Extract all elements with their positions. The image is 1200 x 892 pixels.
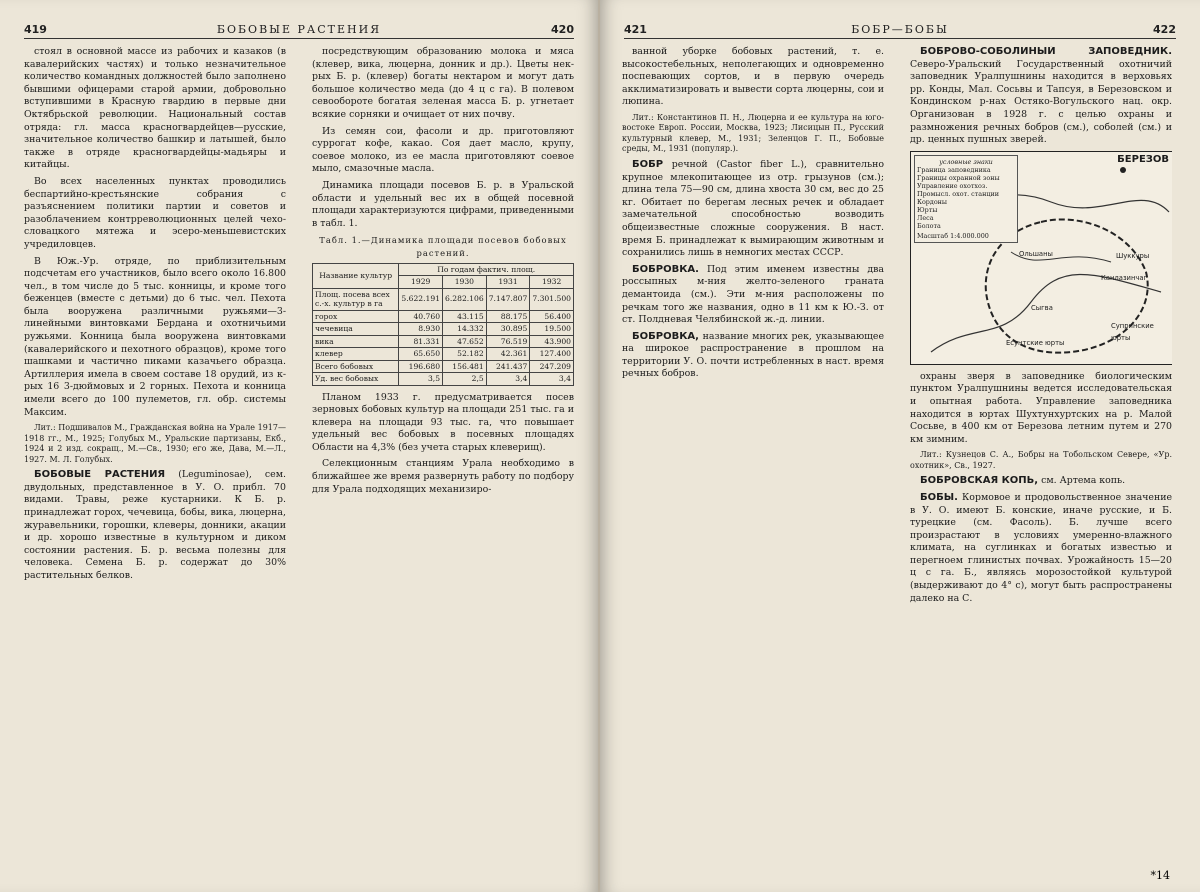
- entry: [622, 159, 884, 260]
- entry: [910, 475, 1172, 488]
- running-header-right: [624, 20, 1176, 38]
- table-row: [313, 288, 574, 310]
- table-cell: 7.147.807: [486, 288, 530, 310]
- table-cell: 19.500: [530, 323, 574, 336]
- table-cell: Площ. посева всех с.-х. культур в га: [313, 288, 399, 310]
- table-cell: горох: [313, 310, 399, 323]
- legend-item: Граница заповедника: [917, 165, 991, 174]
- table-cell: 40.760: [399, 310, 443, 323]
- table-cell: 56.400: [530, 310, 574, 323]
- table-row: [313, 360, 574, 373]
- table-cell: 47.652: [443, 335, 487, 348]
- table-cell: 14.332: [443, 323, 487, 336]
- table-cell: клевер: [313, 348, 399, 361]
- entry: [622, 264, 884, 327]
- reserve-map: [910, 151, 1172, 365]
- table-cell: вика: [313, 335, 399, 348]
- legend-item: Леса: [917, 213, 934, 222]
- entry-heading: БОБРОВО-СОБОЛИНЫЙ ЗАПОВЕДНИК.: [920, 46, 1172, 57]
- table-row: [313, 323, 574, 336]
- legend-item: Юрты: [917, 205, 938, 214]
- sowing-table: [312, 263, 574, 386]
- entry: [910, 492, 1172, 605]
- map-title: БЕРЕЗОВ: [1117, 153, 1169, 165]
- header-rule: [24, 38, 574, 39]
- entry-text: Под этим именем известны два россыпных м-ния желто-зеленого граната демантоида (см.). Эти м-ния расположены по речкам того же названия, одно в 11 км к Ю.-З. от ст. Полдневая Челябинской ж.-д. линии.: [622, 263, 884, 326]
- table-title: Табл. 1.—Динамика площади посевов бобовых растений.: [319, 235, 567, 258]
- table-cell: 3,5: [399, 373, 443, 386]
- references: Лит.: Кузнецов С. А., Бобры на Тобольском Севере, «Ур. охотник», Св., 1927.: [910, 450, 1172, 470]
- table-cell: 81.331: [399, 335, 443, 348]
- references: Лит.: Константинов П. Н., Люцерна и ее культура на юго-востоке Европ. России, Москва, 1923; Лисицын П., Русский культурный клевер, М., 1931; Зеленцов Г. П., Бобовые среды, М., 1931 (популяр.).: [622, 112, 884, 154]
- paragraph: Из семян сои, фасоли и др. приготовляют суррогат кофе, какао. Соя дает масло, крупу, соевое молоко, из ее масла приготовляют соевое мыло, смазочные масла.: [312, 125, 574, 175]
- table-header: 1929: [399, 276, 443, 289]
- table-cell: 43.115: [443, 310, 487, 323]
- entry-text: (Leguminosae), сем. двудольных, представленное в У. О. прибл. 70 видами. Травы, реже кустарники. К Б. р. принадлежат горох, чечевица, бобы, вика, люцерна, журавельники, горошки, клеверы, донники, акации и др. хорошо известные в культурном и диком состоянии растения. Б. р. весьма полезны для человека. Семена Б. р. содержат до 30% растительных белков.: [24, 469, 286, 581]
- town-marker: [1120, 167, 1126, 173]
- table-header: 1930: [443, 276, 487, 289]
- table-cell: 196.680: [399, 360, 443, 373]
- entry-heading: БОБЫ.: [920, 491, 958, 503]
- legend-item: Промысл. охот. станции: [917, 189, 999, 198]
- map-label: Шуккуры: [1116, 251, 1150, 260]
- map-label: Супринские юрты: [1111, 321, 1154, 343]
- table-cell: 42.361: [486, 348, 530, 361]
- paragraph: охраны зверя в заповеднике биологическим пунктом Уралпушнины ведется исследовательская и опытная работа. Управление заповедника находится в юртах Шухтунхуртских на р. Малой Сосьве, в 400 км от Березова летним путем и 270 км зимним.: [910, 370, 1172, 445]
- table-cell: чечевица: [313, 323, 399, 336]
- table-cell: 43.900: [530, 335, 574, 348]
- legend-item: Границы охранной зоны: [917, 173, 1000, 182]
- table-cell: 76.519: [486, 335, 530, 348]
- paragraph: стоял в основной массе из рабочих и казаков (в кавалерийских частях) и только незначительное количество командных должностей было заполнено бывшими офицерами старой армии, добровольно вступившими в Красную гвардию в первые дни Октябрьской революции. Национальный состав отряда: гл. масса красногвардейцев—русские, значительное количество башкир и латышей, было также в отряде красногвардейцы-мадьяры и китайцы.: [24, 46, 286, 171]
- entry: [910, 46, 1172, 147]
- legend-item: Болота: [917, 221, 941, 230]
- table-cell: 247.209: [530, 360, 574, 373]
- text-column-4: [910, 46, 1172, 872]
- table-cell: 30.895: [486, 323, 530, 336]
- table-cell: 6.282.106: [443, 288, 487, 310]
- page-number: 421: [624, 22, 647, 36]
- table-header: 1932: [530, 276, 574, 289]
- entry-heading: БОБРОВКА,: [632, 330, 699, 342]
- table-cell: 3,4: [486, 373, 530, 386]
- entry-heading: БОБРОВСКАЯ КОПЬ,: [920, 475, 1039, 487]
- header-rule: [624, 38, 1176, 39]
- entry: [622, 331, 884, 381]
- table-cell: 241.437: [486, 360, 530, 373]
- entry-text: название многих рек, указывающее на широкое распространение в прошлом на территории У. О. почти истребленных в наст. время речных бобров.: [622, 330, 884, 380]
- table-header: 1931: [486, 276, 530, 289]
- map-label: Есунтские юрты: [1006, 338, 1065, 347]
- entry-text: Северо-Уральский Государственный охотничий заповедник Уралпушнины находится в верховьях рр. Конды, Мал. Сосьвы и Тапсуя, в Березовском и Кондинском р-нах Остяко-Вогульского нац. окр. Организован в 1928 г. с целью охраны и размножения речных бобров (см.), соболей (см.) и др. ценных пушных зверей.: [910, 58, 1172, 146]
- text-column-3: [622, 46, 884, 886]
- paragraph: Селекционным станциям Урала необходимо в ближайшее же время развернуть работу по подбору для Урала подходящих механизиро-: [312, 458, 574, 495]
- legend-item: Управление охотхоз.: [917, 181, 988, 190]
- table-cell: 156.481: [443, 360, 487, 373]
- map-legend: [914, 155, 1018, 243]
- entry-heading: БОБРОВКА.: [632, 263, 699, 275]
- right-page: [600, 0, 1200, 892]
- table-cell: 2,5: [443, 373, 487, 386]
- table-cell: 52.182: [443, 348, 487, 361]
- text-column-1: [24, 46, 286, 886]
- entry-heading: БОБОВЫЕ РАСТЕНИЯ: [34, 469, 166, 481]
- entry: [24, 469, 286, 582]
- table-header: По годам фактич. площ.: [399, 263, 574, 276]
- table-cell: Всего бобовых: [313, 360, 399, 373]
- paragraph: В Юж.-Ур. отряде, по приблизительным подсчетам его участников, было всего около 16.800 чел., в том числе до 5 тыс. конницы, и кроме того беженцев (вместе с детьми) до 6 тыс. чел. Пехота была вооружена различными ружьями—3-линейными винтовками Бердана и охотничьими ружьями. Конница была вооружена винтовками (кавалерийского и пехотного образцов), кроме того шашками и частично пиками казачьего образца. Артиллерия имела в своем составе 18 орудий, из к-рых 16 3-дюймовых и 2 горных. Пехота и конница имели всего до 100 пулеметов, гл. обр. системы Максим.: [24, 255, 286, 418]
- table-header: Название культур: [313, 263, 399, 288]
- legend-item: Кордоны: [917, 197, 948, 206]
- entry-text: Кормовое и продовольственное значение в У. О. имеют Б. конские, иначе русские, и Б. турецкие (см. Фасоль). Б. лучше всего произрастают в условиях умеренно-влажного климата, на суглинках и богатых известью и перегноем глинистых почвах. Урожайность 15—20 ц с га. Б., являясь морозостойкой культурой (выдерживают до 4° с), могут быть распространены далеко на С.: [910, 491, 1172, 604]
- map-label: Ольшаны: [1019, 249, 1053, 258]
- table-cell: 8.930: [399, 323, 443, 336]
- map-label: Канлазинчаг: [1101, 273, 1148, 282]
- table-cell: 88.175: [486, 310, 530, 323]
- table-row: [313, 310, 574, 323]
- legend-title: условные знаки: [939, 157, 993, 166]
- paragraph: ванной уборке бобовых растений, т. е. высокостебельных, неполегающих и одновременно поспевающих сортов, и в первую очередь акклиматизировать и вывести сорта люцерны, сои и люпина.: [622, 46, 884, 108]
- paragraph: посредствующим образованию молока и мяса (клевер, вика, люцерна, донник и др.). Цветы нек-рых Б. р. (клевер) богаты нектаром и могут дать большое количество меда (до 4 ц с га). В полевом севообороте богатая зеленая масса Б. р. угнетает всякие сорняки и очищает от них почву.: [312, 46, 574, 120]
- text-column-2: [312, 46, 574, 886]
- table-cell: 65.650: [399, 348, 443, 361]
- map-label: Сыгва: [1031, 303, 1053, 312]
- paragraph: Планом 1933 г. предусматривается посев зерновых бобовых культур на площади 251 тыс. га и клевера на площади 93 тыс. га, что повышает удельный вес бобовых в посевных площадях Области на 4,3% (без учета старых клеверищ).: [312, 391, 574, 453]
- entry-heading: БОБР: [632, 158, 664, 170]
- entry-text: см. Артема копь.: [1041, 475, 1126, 487]
- running-title: БОБР—БОБЫ: [851, 22, 949, 36]
- table-row: [313, 348, 574, 361]
- paragraph: Динамика площади посевов Б. р. в Уральской области и удельный вес их в общей посевной площади характеризуются цифрами, приведенными в табл. 1.: [312, 179, 574, 229]
- table-cell: 127.400: [530, 348, 574, 361]
- references: Лит.: Подшивалов М., Гражданская война на Урале 1917—1918 гг., М., 1925; Голубых М., Уральские партизаны, Екб., 1924 и 2 изд. сокращ., М.—Св., 1930; его же, Дава, М.—Л., 1927. М. Л. Голубых.: [24, 423, 286, 464]
- table-cell: Уд. вес бобовых: [313, 373, 399, 386]
- entry-text: речной (Castor fiber L.), сравнительно крупное млекопитающее из отр. грызунов (см.); длина тела 75—90 см, длина хвоста 30 см, вес до 25 кг. Обитает по берегам лесных речек и обладает замечательной способностью возводить общеизвестные сложные сооружения. В наст. время Б. принадлежат к вымирающим животным и сохранились лишь в немногих местах СССР.: [622, 158, 884, 259]
- page-number: 422: [1153, 22, 1176, 36]
- running-header-left: [24, 20, 574, 38]
- running-title: БОБОВЫЕ РАСТЕНИЯ: [216, 22, 382, 36]
- table-cell: 3,4: [530, 373, 574, 386]
- table-row: [313, 373, 574, 386]
- paragraph: Во всех населенных пунктах проводились беспартийно-крестьянские собрания с разъяснением политики партии и советов и разоблачением контрреволюционных целей чехо-словацкого мятежа и эсеро-меньшевистских учредиловцев.: [24, 175, 286, 250]
- page-number: 420: [551, 22, 574, 36]
- table-row: [313, 335, 574, 348]
- map-scale: Масштаб 1:4.000.000: [917, 231, 989, 240]
- table-cell: 7.301.500: [530, 288, 574, 310]
- table-cell: 5.622.191: [399, 288, 443, 310]
- page-mark: *14: [1150, 869, 1170, 882]
- page-number: 419: [24, 22, 47, 36]
